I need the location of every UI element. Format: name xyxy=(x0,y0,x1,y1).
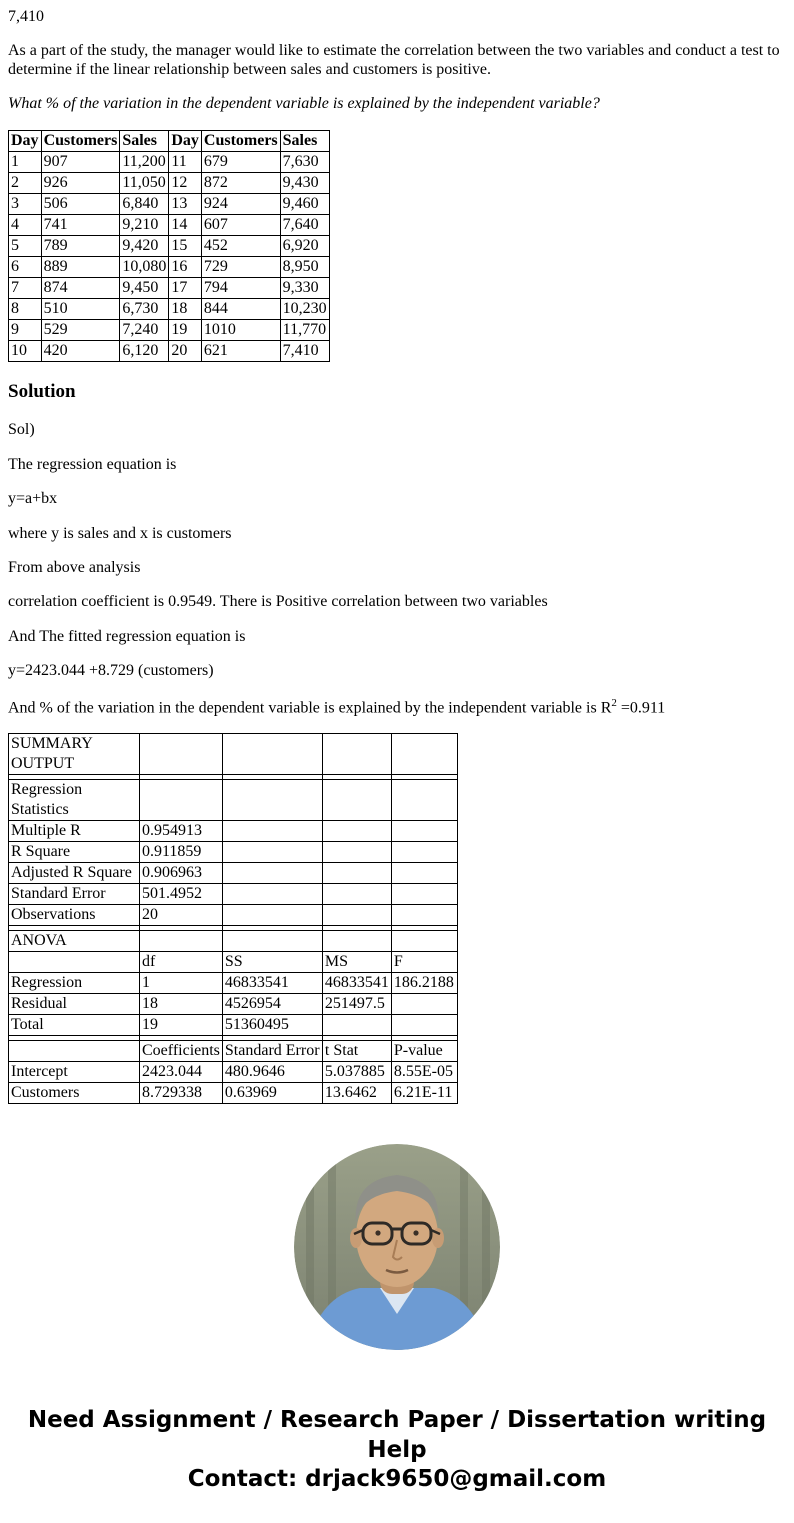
table-cell: 6,730 xyxy=(120,298,169,319)
table-cell: 4 xyxy=(9,214,42,235)
table-cell: 9,420 xyxy=(120,235,169,256)
solution-body xyxy=(8,421,786,680)
table-row xyxy=(9,994,458,1015)
table-cell: Residual xyxy=(9,994,140,1015)
table-cell xyxy=(322,842,391,863)
solution-line: where y is sales and x is customers xyxy=(8,524,232,542)
table-cell: P-value xyxy=(391,1041,457,1062)
table-cell xyxy=(322,821,391,842)
table-cell: Adjusted R Square xyxy=(9,863,140,884)
table-cell xyxy=(222,780,322,821)
table-cell: 46833541 xyxy=(322,973,391,994)
table-cell: 13 xyxy=(169,193,202,214)
table-cell: 8.55E-05 xyxy=(391,1062,457,1083)
table-row xyxy=(9,1015,458,1036)
table-cell: 6,120 xyxy=(120,340,169,361)
table-cell: t Stat xyxy=(322,1041,391,1062)
table-cell xyxy=(9,952,140,973)
table-cell: 789 xyxy=(41,235,120,256)
table-cell: SS xyxy=(222,952,322,973)
table-cell: 10,230 xyxy=(280,298,329,319)
table-cell xyxy=(391,1015,457,1036)
table-row xyxy=(9,931,458,952)
table-cell: 19 xyxy=(169,319,202,340)
table-cell: 0.954913 xyxy=(140,821,223,842)
solution-line: correlation coefficient is 0.9549. There is Positive correlation between two variables xyxy=(8,593,548,611)
table-cell: 874 xyxy=(41,277,120,298)
table-cell: 2 xyxy=(9,172,42,193)
table-cell xyxy=(391,842,457,863)
table-cell xyxy=(391,821,457,842)
table-cell: 7,630 xyxy=(280,151,329,172)
solution-line: y=2423.044 +8.729 (customers) xyxy=(8,662,214,680)
table-cell: 8,950 xyxy=(280,256,329,277)
table-cell: 9,450 xyxy=(120,277,169,298)
table-cell: 9 xyxy=(9,319,42,340)
table-cell: 729 xyxy=(201,256,280,277)
table-cell xyxy=(322,905,391,926)
footer-promo xyxy=(23,1406,771,1496)
table-cell xyxy=(391,863,457,884)
table-cell: Observations xyxy=(9,905,140,926)
table-cell: 4526954 xyxy=(222,994,322,1015)
table-cell: Coefficients xyxy=(140,1041,223,1062)
table-cell: 6,840 xyxy=(120,193,169,214)
table-cell: 15 xyxy=(169,235,202,256)
table-cell: 9,330 xyxy=(280,277,329,298)
table-cell xyxy=(322,884,391,905)
table-cell xyxy=(222,734,322,775)
table-row xyxy=(9,256,330,277)
table-cell xyxy=(322,931,391,952)
table-cell: Regression xyxy=(9,973,140,994)
solution-line: y=a+bx xyxy=(8,490,58,508)
table-cell: F xyxy=(391,952,457,973)
table-cell: 11,050 xyxy=(120,172,169,193)
table-cell: 1 xyxy=(9,151,42,172)
table-cell: R Square xyxy=(9,842,140,863)
table-cell: 11 xyxy=(169,151,202,172)
table-cell xyxy=(222,863,322,884)
table-cell: 14 xyxy=(169,214,202,235)
table-cell: 9,210 xyxy=(120,214,169,235)
table-cell: 924 xyxy=(201,193,280,214)
table-cell: 872 xyxy=(201,172,280,193)
table-cell: 794 xyxy=(201,277,280,298)
table-cell xyxy=(9,1041,140,1062)
table-cell xyxy=(222,905,322,926)
table-cell: 907 xyxy=(41,151,120,172)
table-cell: Regression Statistics xyxy=(9,780,140,821)
table-cell: 6.21E-11 xyxy=(391,1083,457,1104)
table-cell: 251497.5 xyxy=(322,994,391,1015)
table-row xyxy=(9,780,458,821)
table-cell: 889 xyxy=(41,256,120,277)
conclusion-suffix: =0.911 xyxy=(616,698,666,716)
table-cell: Customers xyxy=(9,1083,140,1104)
column-header-cell: Day xyxy=(169,130,202,151)
table-cell: Standard Error xyxy=(9,884,140,905)
table-row xyxy=(9,235,330,256)
table-cell: 20 xyxy=(140,905,223,926)
table-cell: 9,460 xyxy=(280,193,329,214)
column-header-cell: Sales xyxy=(280,130,329,151)
table-row xyxy=(9,952,458,973)
solution-line: From above analysis xyxy=(8,558,141,576)
day-customers-sales-table xyxy=(8,130,330,362)
table-cell xyxy=(222,931,322,952)
table-cell: Total xyxy=(9,1015,140,1036)
table-row xyxy=(9,884,458,905)
table-row xyxy=(9,298,330,319)
table-cell xyxy=(140,780,223,821)
table-cell xyxy=(222,842,322,863)
table-cell xyxy=(391,931,457,952)
table-cell: 9,430 xyxy=(280,172,329,193)
r-squared-superscript: 2 xyxy=(611,696,617,709)
table-row xyxy=(9,734,458,775)
table-cell: 51360495 xyxy=(222,1015,322,1036)
table-cell xyxy=(322,863,391,884)
question-text: What % of the variation in the dependent variable is explained by the independent variable? xyxy=(8,95,600,113)
table-cell: 46833541 xyxy=(222,973,322,994)
column-header-cell: Sales xyxy=(120,130,169,151)
table-cell: 5 xyxy=(9,235,42,256)
column-header-cell: Customers xyxy=(201,130,280,151)
table-cell xyxy=(391,780,457,821)
table-cell: 10 xyxy=(9,340,42,361)
table-cell xyxy=(391,734,457,775)
table-cell: 480.9646 xyxy=(222,1062,322,1083)
table-row xyxy=(9,863,458,884)
table-row xyxy=(9,277,330,298)
table-row xyxy=(9,1062,458,1083)
table-cell: 621 xyxy=(201,340,280,361)
table-cell: 17 xyxy=(169,277,202,298)
table-cell: 20 xyxy=(169,340,202,361)
table-cell: 13.6462 xyxy=(322,1083,391,1104)
table-cell: 1 xyxy=(140,973,223,994)
table-cell xyxy=(140,931,223,952)
table-cell: MS xyxy=(322,952,391,973)
table-cell: 16 xyxy=(169,256,202,277)
table-cell: 18 xyxy=(140,994,223,1015)
table-cell: 18 xyxy=(169,298,202,319)
table-cell: 741 xyxy=(41,214,120,235)
conclusion-prefix: And % of the variation in the dependent variable is explained by the independent variable is R xyxy=(8,698,612,716)
solution-line: And The fitted regression equation is xyxy=(8,627,246,645)
table-cell: 2423.044 xyxy=(140,1062,223,1083)
table-cell: 0.911859 xyxy=(140,842,223,863)
table-row xyxy=(9,973,458,994)
table-cell: 12 xyxy=(169,172,202,193)
table-cell: 8 xyxy=(9,298,42,319)
footer-contact-text: Contact: drjack9650@gmail.com xyxy=(187,1466,607,1493)
table-cell xyxy=(391,884,457,905)
table-cell xyxy=(322,780,391,821)
column-header-cell: Customers xyxy=(41,130,120,151)
table-cell: 186.2188 xyxy=(391,973,457,994)
table-cell xyxy=(322,1015,391,1036)
table-row xyxy=(9,214,330,235)
table-cell: 510 xyxy=(41,298,120,319)
table-cell: 10,080 xyxy=(120,256,169,277)
table-cell: 926 xyxy=(41,172,120,193)
table-cell: 11,770 xyxy=(280,319,329,340)
stray-table-value: 7,410 xyxy=(8,8,44,25)
table-cell xyxy=(140,734,223,775)
table-cell: 7,640 xyxy=(280,214,329,235)
table-row xyxy=(9,1083,458,1104)
table-cell: Multiple R xyxy=(9,821,140,842)
table-cell: 3 xyxy=(9,193,42,214)
table-cell: 5.037885 xyxy=(322,1062,391,1083)
table-cell: 19 xyxy=(140,1015,223,1036)
table-cell: 501.4952 xyxy=(140,884,223,905)
solution-line: Sol) xyxy=(8,421,35,439)
column-header-cell: Day xyxy=(9,130,42,151)
table-cell: 8.729338 xyxy=(140,1083,223,1104)
table-row xyxy=(9,821,458,842)
table-row xyxy=(9,172,330,193)
table-cell xyxy=(322,734,391,775)
solution-line: The regression equation is xyxy=(8,455,177,473)
table-cell: 11,200 xyxy=(120,151,169,172)
table-row xyxy=(9,1041,458,1062)
table-cell: 679 xyxy=(201,151,280,172)
table-cell: 7,410 xyxy=(280,340,329,361)
footer-help-text: Need Assignment / Research Paper / Dissertation writing Help xyxy=(27,1406,767,1463)
table-cell: 6 xyxy=(9,256,42,277)
table-cell: 607 xyxy=(201,214,280,235)
table-cell: 529 xyxy=(41,319,120,340)
table-row xyxy=(9,319,330,340)
table-cell: 0.63969 xyxy=(222,1083,322,1104)
tutor-photo xyxy=(294,1144,500,1350)
table-cell xyxy=(222,884,322,905)
table-cell xyxy=(391,994,457,1015)
table-cell: 0.906963 xyxy=(140,863,223,884)
table-cell: 7 xyxy=(9,277,42,298)
table-row xyxy=(9,151,330,172)
regression-summary-output-table xyxy=(8,733,458,1104)
table-cell: df xyxy=(140,952,223,973)
table-cell: ANOVA xyxy=(9,931,140,952)
tutor-photo-wrap xyxy=(8,1144,786,1355)
table-cell xyxy=(222,821,322,842)
table-cell: 452 xyxy=(201,235,280,256)
table-cell: Intercept xyxy=(9,1062,140,1083)
table-row xyxy=(9,842,458,863)
table-cell: 6,920 xyxy=(280,235,329,256)
table-cell: 420 xyxy=(41,340,120,361)
table-cell: 7,240 xyxy=(120,319,169,340)
table-row xyxy=(9,905,458,926)
table-cell: Standard Error xyxy=(222,1041,322,1062)
table-row xyxy=(9,130,330,151)
table-cell: SUMMARY OUTPUT xyxy=(9,734,140,775)
solution-heading: Solution xyxy=(8,380,76,402)
table-cell: 1010 xyxy=(201,319,280,340)
table-cell: 844 xyxy=(201,298,280,319)
table-cell: 506 xyxy=(41,193,120,214)
conclusion-line xyxy=(8,697,786,718)
intro-paragraph: As a part of the study, the manager would like to estimate the correlation between the two variables and conduct a test to determine if the linear relationship between sales and customers is positive. xyxy=(8,42,780,78)
table-row xyxy=(9,193,330,214)
table-cell xyxy=(391,905,457,926)
table-row xyxy=(9,340,330,361)
